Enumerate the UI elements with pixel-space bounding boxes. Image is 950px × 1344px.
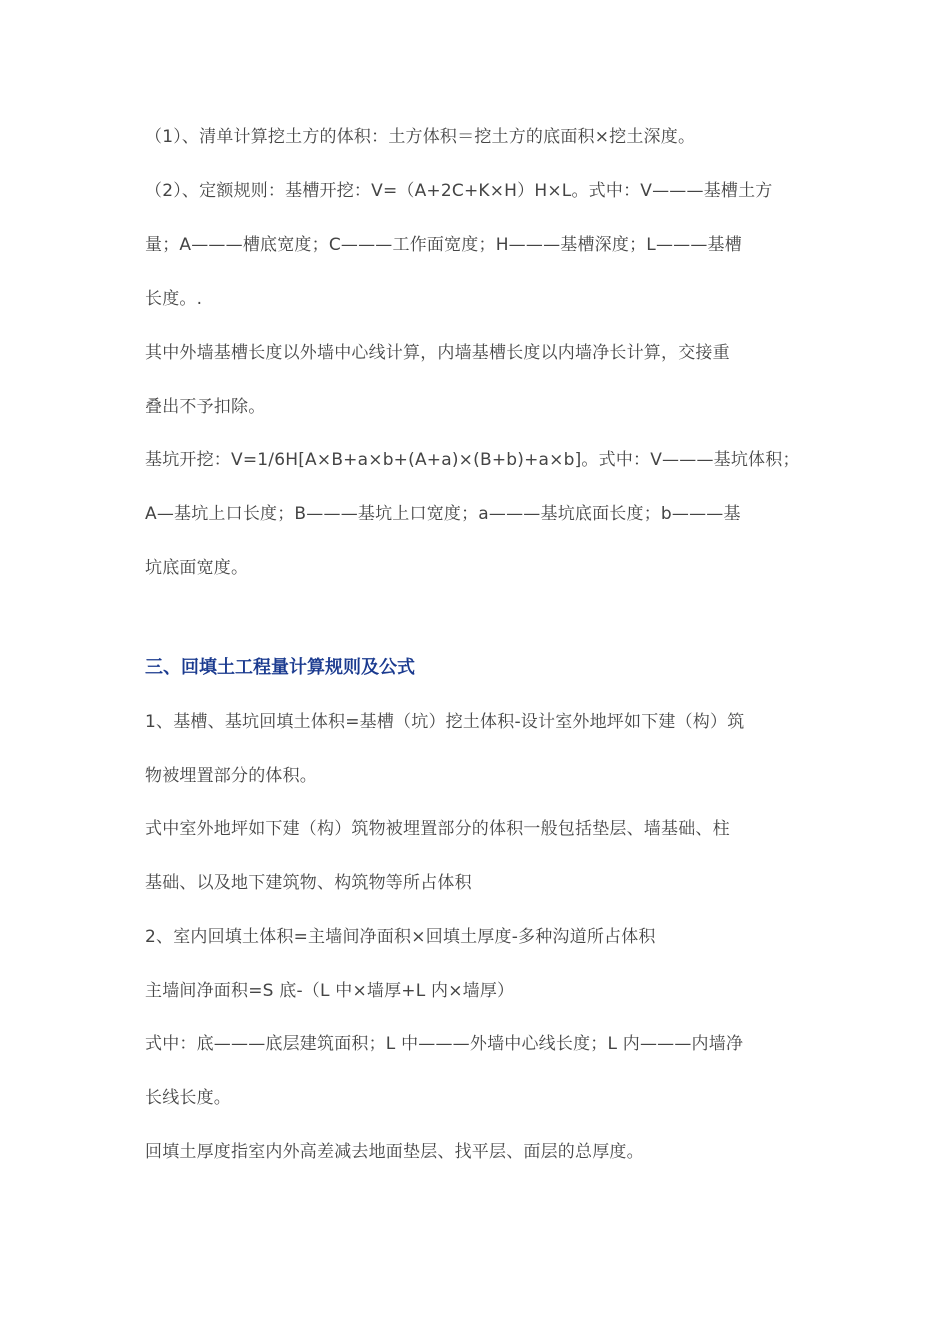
paragraph-line-13: 基础、以及地下建筑物、构筑物等所占体积 <box>145 873 472 893</box>
paragraph-line-4: 长度。. <box>145 289 203 309</box>
paragraph-line-15: 主墙间净面积=S 底-（L 中×墙厚+L 内×墙厚） <box>145 981 515 1001</box>
paragraph-line-12: 式中室外地坪如下建（构）筑物被埋置部分的体积一般包括垫层、墙基础、柱 <box>145 819 730 839</box>
paragraph-line-9: 坑底面宽度。 <box>145 558 249 578</box>
paragraph-line-16: 式中：底———底层建筑面积；L 中———外墙中心线长度；L 内———内墙净 <box>145 1034 744 1054</box>
paragraph-line-3: 量；A———槽底宽度；C———工作面宽度；H———基槽深度；L———基槽 <box>145 235 742 255</box>
paragraph-line-2: （2）、定额规则：基槽开挖：V=（A+2C+K×H）H×L。式中：V———基槽土方 <box>145 181 773 201</box>
paragraph-line-8: A—基坑上口长度；B———基坑上口宽度；a———基坑底面长度；b———基 <box>145 504 741 524</box>
section-heading: 三、回填土工程量计算规则及公式 <box>145 657 415 678</box>
paragraph-line-1: （1）、清单计算挖土方的体积：土方体积＝挖土方的底面积×挖土深度。 <box>145 127 696 147</box>
paragraph-line-6: 叠出不予扣除。 <box>145 397 266 417</box>
paragraph-line-11: 物被埋置部分的体积。 <box>145 766 317 786</box>
paragraph-line-10: 1、基槽、基坑回填土体积=基槽（坑）挖土体积-设计室外地坪如下建（构）筑 <box>145 712 745 732</box>
paragraph-line-18: 回填土厚度指室内外高差减去地面垫层、找平层、面层的总厚度。 <box>145 1142 644 1162</box>
paragraph-line-17: 长线长度。 <box>145 1088 231 1108</box>
paragraph-line-7: 基坑开挖：V=1/6H[A×B+a×b+(A+a)×(B+b)+a×b]。式中：V———基坑体积； <box>145 450 800 470</box>
paragraph-line-14: 2、室内回填土体积=主墙间净面积×回填土厚度-多种沟道所占体积 <box>145 927 656 947</box>
paragraph-line-5: 其中外墙基槽长度以外墙中心线计算，内墙基槽长度以内墙净长计算，交接重 <box>145 343 730 363</box>
